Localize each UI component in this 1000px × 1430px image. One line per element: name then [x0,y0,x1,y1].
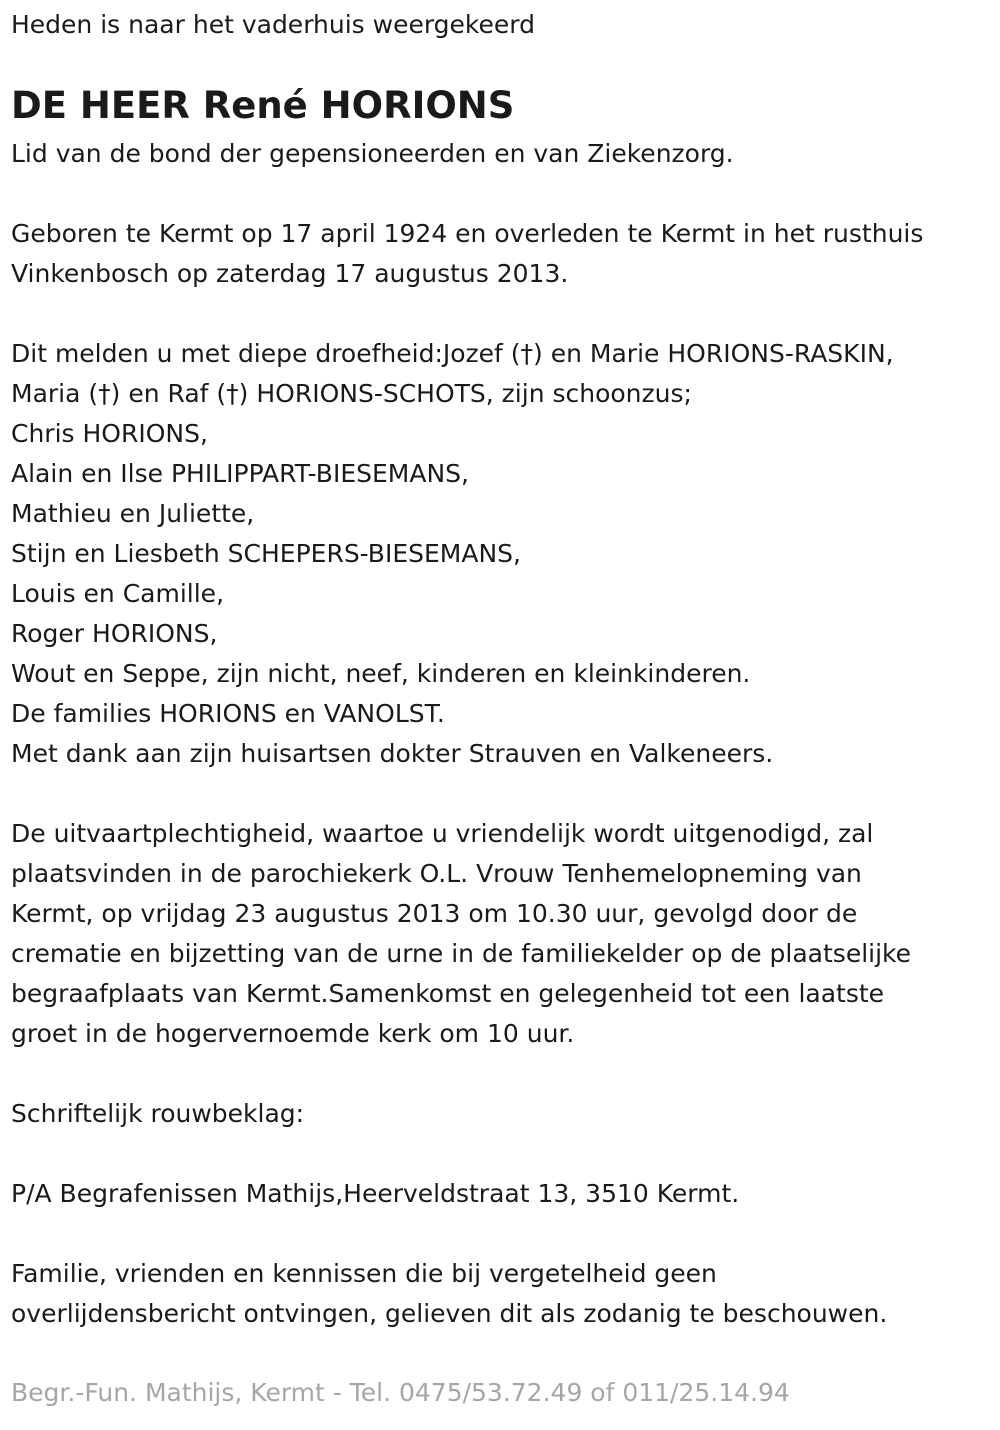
birth-death-paragraph [11,214,923,294]
membership-text [11,134,734,174]
family-line: Met dank aan zijn huisartsen dokter Strauven en Valkeneers. [11,739,774,768]
paragraph-line: Vinkenbosch op zaterdag 17 augustus 2013. [11,259,569,288]
family-line: Chris HORIONS, [11,419,208,448]
paragraph-line: groet in de hogervernoemde kerk om 10 uur. [11,1019,575,1048]
condolence-address [11,1174,739,1214]
membership-line: Lid van de bond der gepensioneerden en van Ziekenzorg. [11,139,734,168]
paragraph-line: plaatsvinden in de parochiekerk O.L. Vrouw Tenhemelopneming van [11,859,862,888]
condolence-heading [11,1094,304,1134]
funeral-ceremony-paragraph [11,814,911,1054]
condolence-label: Schriftelijk rouwbeklag: [11,1099,305,1128]
family-line: Wout en Seppe, zijn nicht, neef, kinderen en kleinkinderen. [11,659,751,688]
intro-text: Heden is naar het vaderhuis weergekeerd [11,10,535,39]
paragraph-line: begraafplaats van Kermt.Samenkomst en gelegenheid tot een laatste [11,979,885,1008]
family-line: De families HORIONS en VANOLST. [11,699,445,728]
family-announcement-paragraph [11,334,894,774]
family-line: Dit melden u met diepe droefheid:Jozef (†) en Marie HORIONS-RASKIN, [11,339,894,368]
address-line: P/A Begrafenissen Mathijs,Heerveldstraat 13, 3510 Kermt. [11,1179,740,1208]
paragraph-line: Familie, vrienden en kennissen die bij vergetelheid geen [11,1259,717,1288]
funeral-home-contact-footer: Begr.-Fun. Mathijs, Kermt - Tel. 0475/53.72.49 of 011/25.14.94 [11,1378,790,1407]
deceased-name-heading: DE HEER René HORIONS [11,84,515,127]
paragraph-line: overlijdensbericht ontvingen, gelieven dit als zodanig te beschouwen. [11,1299,888,1328]
family-line: Louis en Camille, [11,579,225,608]
paragraph-line: Geboren te Kermt op 17 april 1924 en overleden te Kermt in het rusthuis [11,219,924,248]
family-line: Stijn en Liesbeth SCHEPERS-BIESEMANS, [11,539,521,568]
family-line: Mathieu en Juliette, [11,499,255,528]
paragraph-line: Kermt, op vrijdag 23 augustus 2013 om 10.30 uur, gevolgd door de [11,899,858,928]
family-line: Roger HORIONS, [11,619,218,648]
paragraph-line: crematie en bijzetting van de urne in de familiekelder op de plaatselijke [11,939,911,968]
family-line: Maria (†) en Raf (†) HORIONS-SCHOTS, zijn schoonzus; [11,379,692,408]
closing-notice-paragraph [11,1254,887,1334]
paragraph-line: De uitvaartplechtigheid, waartoe u vriendelijk wordt uitgenodigd, zal [11,819,874,848]
family-line: Alain en Ilse PHILIPPART-BIESEMANS, [11,459,469,488]
